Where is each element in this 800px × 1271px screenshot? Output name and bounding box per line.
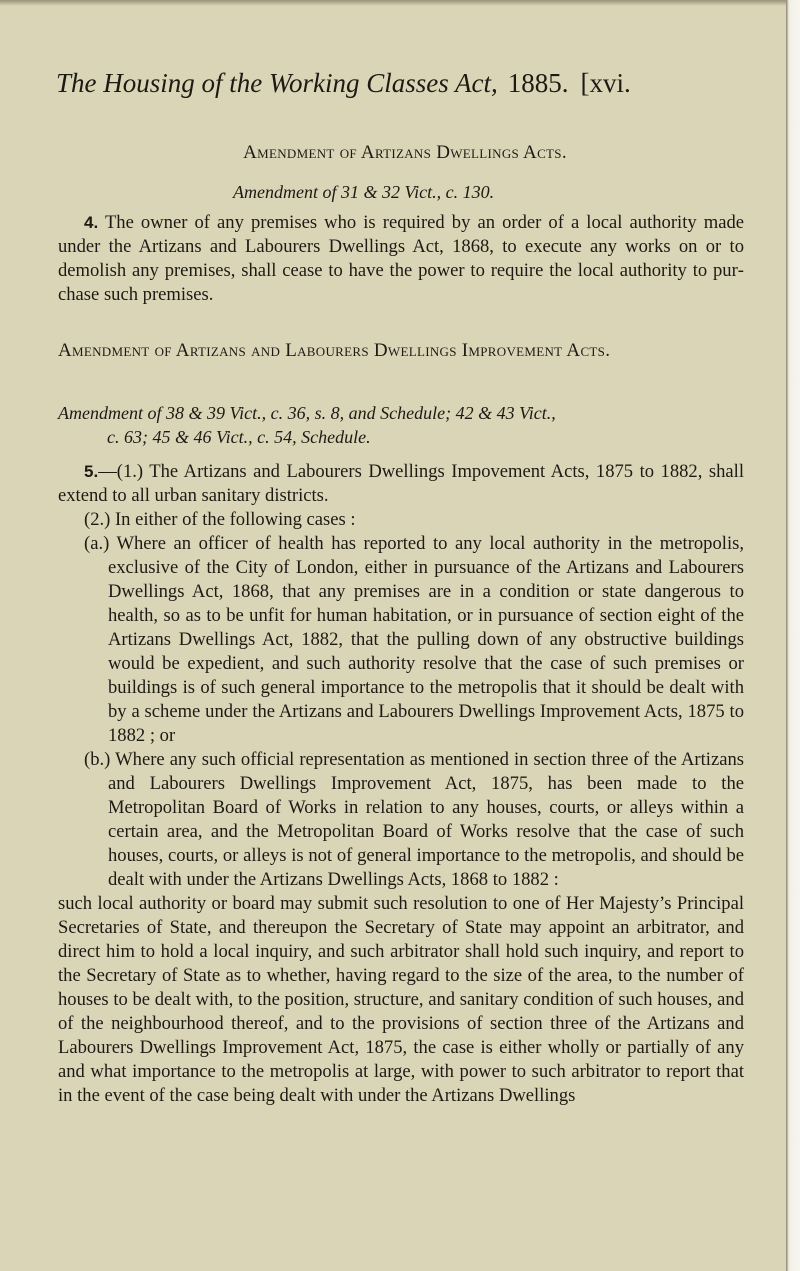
- section-subheading-31-32-vict: Amendment of 31 & 32 Vict., c. 130.: [233, 182, 495, 202]
- running-head-page-number: [xvi.: [580, 68, 631, 98]
- paragraph-5-sub1: —(1.) The Artizans and Labourers Dwellings Impovement Acts, 1875 to 1882, shall extend to all urban sanitary districts.: [58, 461, 744, 506]
- page-top-edge: [0, 0, 786, 6]
- paragraph-4: [58, 211, 744, 307]
- page-right-edge: [786, 0, 800, 1271]
- paragraph-5: [58, 460, 744, 1108]
- paragraph-5-item-b: (b.) Where any such official representation as mentioned in section three of the Artizans and Labourers Dwellings Improvement Act, 1875, has been made to the Metropolitan Board of Works in relation to any houses, courts, or alleys within a certain area, and the Metropolitan Board of Works resolve that the case of such houses, courts, or alleys is not of general importance to the metropolis, and should be dealt with under the Artizans Dwellings Acts, 1868 to 1882 :: [84, 749, 744, 890]
- paragraph-5-closing: such local authority or board may submit such resolution to one of Her Majesty’s Principal Secretaries of State, and thereupon the Secretary of State may appoint an arbitrator, and direct him to hold a local inquiry, and such arbitrator shall hold such inquiry, and report to the Secretary of State as to whether, having regard to the size of the area, to the number of houses to be dealt with, to the position, structure, and sanitary condition of such houses, and of the neighbourhood thereof, and to the provisions of section three of the Artizans and Labourers Dwellings Improvement Act, 1875, the case is either wholly or partially of any and what importance to the metropolis at large, with power to such arbitrator to report that in the event of the case being dealt with under the Artizans Dwellings: [58, 893, 744, 1106]
- paragraph-number-4: 4.: [84, 213, 99, 232]
- running-head: [56, 66, 716, 100]
- paragraph-number-5: 5.: [84, 462, 99, 481]
- section-subheading-38-39-vict-line2: c. 63; 45 & 46 Vict., c. 54, Schedule.: [107, 427, 371, 447]
- running-head-title: The Housing of the Working Classes Act,: [56, 68, 498, 98]
- section-subheading-38-39-vict-line1: Amendment of 38 & 39 Vict., c. 36, s. 8, and Schedule; 42 & 43 Vict.,: [58, 403, 556, 423]
- section-heading-artizans-dwellings: Amendment of Artizans Dwellings Acts.: [243, 142, 567, 163]
- paragraph-4-text: The owner of any premises who is required by an order of a local authority made under the Artizans and Labourers Dwellings Act, 1868, to execute any works on or to demolish any premises, shall cease to have the power to require the local authority to purchase such premises.: [58, 212, 745, 305]
- paragraph-5-item-a: (a.) Where an officer of health has reported to any local authority in the metropolis, exclusive of the City of London, either in pursuance of the Artizans and Labourers Dwellings Act, 1868, that any premises are in a condition or state dangerous to health, so as to be unfit for human habitation, or in pursuance of section eight of the Artizans Dwellings Act, 1882, that the pulling down of any obstructive buildings would be expedient, and such authority resolve that the case of such premises or buildings is of such general importance to the metropolis that it should be dealt with by a scheme under the Artizans and Labourers Dwellings Improvement Acts, 1875 to 1882 ; or: [84, 533, 744, 746]
- paragraph-5-sub2: (2.) In either of the following cases :: [84, 509, 356, 530]
- section-heading-improvement-acts-text: Amendment of Artizans and Labourers Dwellings Improvement Acts.: [58, 340, 611, 361]
- running-head-year: 1885.: [507, 68, 569, 98]
- section-heading-improvement-acts: [58, 339, 744, 363]
